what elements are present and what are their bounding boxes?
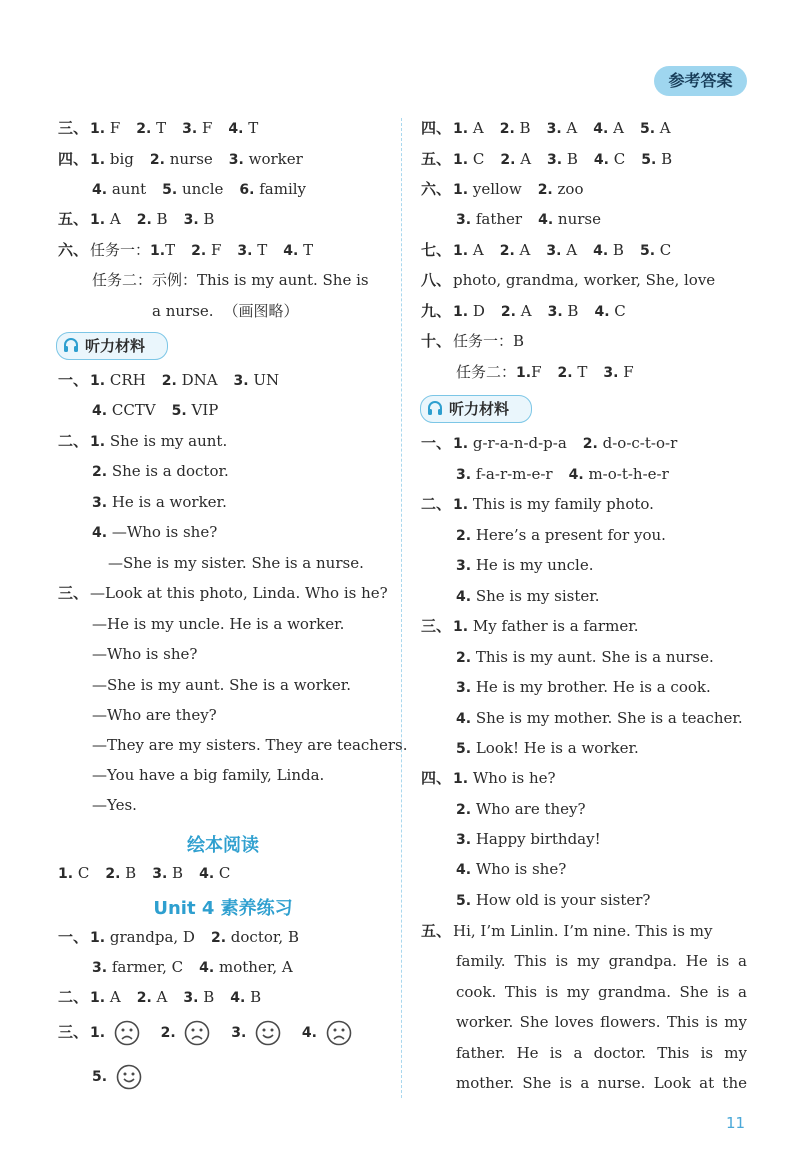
left-listen-3-line5: —Who are they? [92, 706, 217, 724]
left-listen-1-row2: 4. CCTV 5. VIP [92, 401, 219, 419]
right-section-qi: 七、 1. A 2. A 3. A 4. B 5. C [421, 241, 672, 259]
right-listen-5-line6: mother. She is a nurse. Look at the [456, 1074, 747, 1092]
left-section-liu-task1: 六、 任务一：1.T 2. F 3. T 4. T [58, 241, 314, 259]
left-listen-3-line2: —He is my uncle. He is a worker. [92, 615, 345, 633]
left-listen-2-item4: 4. —Who is she? [92, 523, 218, 541]
right-listen-4-item1: 四、 1. Who is he? [421, 769, 556, 787]
right-listen-5-line2: family. This is my grandpa. He is a [456, 952, 747, 970]
left-listen-3-line6: —They are my sisters. They are teachers. [92, 736, 408, 754]
right-listen-2-item2: 2. Here’s a present for you. [456, 526, 666, 544]
left-listen-1-row1: 一、 1. CRH 2. DNA 3. UN [58, 371, 280, 389]
right-listen-3-item1: 三、 1. My father is a farmer. [421, 617, 639, 635]
left-listen-3-line4: —She is my aunt. She is a worker. [92, 676, 351, 694]
right-listen-2-item3: 3. He is my uncle. [456, 556, 594, 574]
left-section-si-row1: 四、 1. big 2. nurse 3. worker [58, 150, 303, 168]
listening-material-pill-right: 听力材料 [420, 395, 532, 423]
left-listen-2-item3: 3. He is a worker. [92, 493, 227, 511]
left-section-liu-task2: 任务二：示例：This is my aunt. She is [92, 271, 369, 289]
unit-2: 二、 1. A 2. A 3. B 4. B [58, 988, 262, 1006]
right-section-ba: 八、 photo, grandma, worker, She, love [421, 271, 716, 289]
left-listen-2-item2: 2. She is a doctor. [92, 462, 229, 480]
sad-face-icon [326, 1020, 352, 1046]
right-section-wu: 五、 1. C 2. A 3. B 4. C 5. B [421, 150, 673, 168]
left-section-si-row2: 4. aunt 5. uncle 6. family [92, 180, 307, 198]
right-listen-5-line1: 五、 Hi, I’m Linlin. I’m nine. This is my [421, 922, 713, 940]
right-listen-5-line5: father. He is a doctor. This is my [456, 1044, 747, 1062]
right-listen-5-line3: cook. This is my grandma. She is a [456, 983, 747, 1001]
left-listen-3-line7: —You have a big family, Linda. [92, 766, 325, 784]
right-listen-3-item5: 5. Look! He is a worker. [456, 739, 639, 757]
right-listen-4-item2: 2. Who are they? [456, 800, 586, 818]
headphones-icon [63, 337, 79, 353]
left-section-wu: 五、 1. A 2. B 3. B [58, 210, 215, 228]
left-listen-3-line1: 三、 —Look at this photo, Linda. Who is he? [58, 584, 388, 602]
left-section-liu-task2-cont: a nurse. （画图略） [152, 302, 299, 320]
right-listen-2-item4: 4. She is my sister. [456, 587, 600, 605]
sad-face-icon [184, 1020, 210, 1046]
sad-face-icon [114, 1020, 140, 1046]
unit-3-faces-row2: 5. [92, 1064, 142, 1090]
right-listen-4-item5: 5. How old is your sister? [456, 891, 651, 909]
unit-1-row2: 3. farmer, C 4. mother, A [92, 958, 293, 976]
picture-book-title: 绘本阅读 [187, 835, 259, 856]
left-listen-2-item1: 二、 1. She is my aunt. [58, 432, 228, 450]
right-listen-2-item1: 二、 1. This is my family photo. [421, 495, 654, 513]
page-number: 11 [726, 1114, 746, 1132]
unit-3-faces-row1: 三、 1. 2. 3. 4. [58, 1020, 352, 1046]
right-listen-4-item3: 3. Happy birthday! [456, 830, 601, 848]
answer-key-badge: 参考答案 [654, 66, 747, 96]
unit-1-row1: 一、 1. grandpa, D 2. doctor, B [58, 928, 299, 946]
listening-material-pill-left: 听力材料 [56, 332, 168, 360]
right-listen-4-item4: 4. Who is she? [456, 860, 567, 878]
headphones-icon [427, 400, 443, 416]
left-section-san: 三、 1. F 2. T 3. F 4. T [58, 119, 259, 137]
column-divider [401, 118, 402, 1098]
right-section-jiu: 九、 1. D 2. A 3. B 4. C [421, 302, 626, 320]
right-listen-3-item3: 3. He is my brother. He is a cook. [456, 678, 711, 696]
picture-book-answers: 1. C 2. B 3. B 4. C [58, 864, 231, 882]
right-section-si: 四、 1. A 2. B 3. A 4. A 5. A [421, 119, 671, 137]
right-listen-1-row1: 一、 1. g-r-a-n-d-p-a 2. d-o-c-t-o-r [421, 434, 678, 452]
right-listen-3-item4: 4. She is my mother. She is a teacher. [456, 709, 743, 727]
happy-face-icon [255, 1020, 281, 1046]
right-section-shi-task1: 十、 任务一：B [421, 332, 525, 350]
unit-4-practice-title: Unit 4 素养练习 [153, 898, 293, 919]
happy-face-icon [116, 1064, 142, 1090]
right-listen-5-line4: worker. She loves flowers. This is my [456, 1013, 747, 1031]
left-listen-3-line3: —Who is she? [92, 645, 198, 663]
right-section-liu-row1: 六、 1. yellow 2. zoo [421, 180, 584, 198]
left-listen-2-item4-answer: —She is my sister. She is a nurse. [108, 554, 364, 572]
right-listen-3-item2: 2. This is my aunt. She is a nurse. [456, 648, 714, 666]
left-listen-3-line8: —Yes. [92, 796, 137, 814]
right-listen-1-row2: 3. f-a-r-m-e-r 4. m-o-t-h-e-r [456, 465, 669, 483]
right-section-liu-row2: 3. father 4. nurse [456, 210, 601, 228]
right-section-shi-task2: 任务二：1.F 2. T 3. F [456, 363, 634, 381]
